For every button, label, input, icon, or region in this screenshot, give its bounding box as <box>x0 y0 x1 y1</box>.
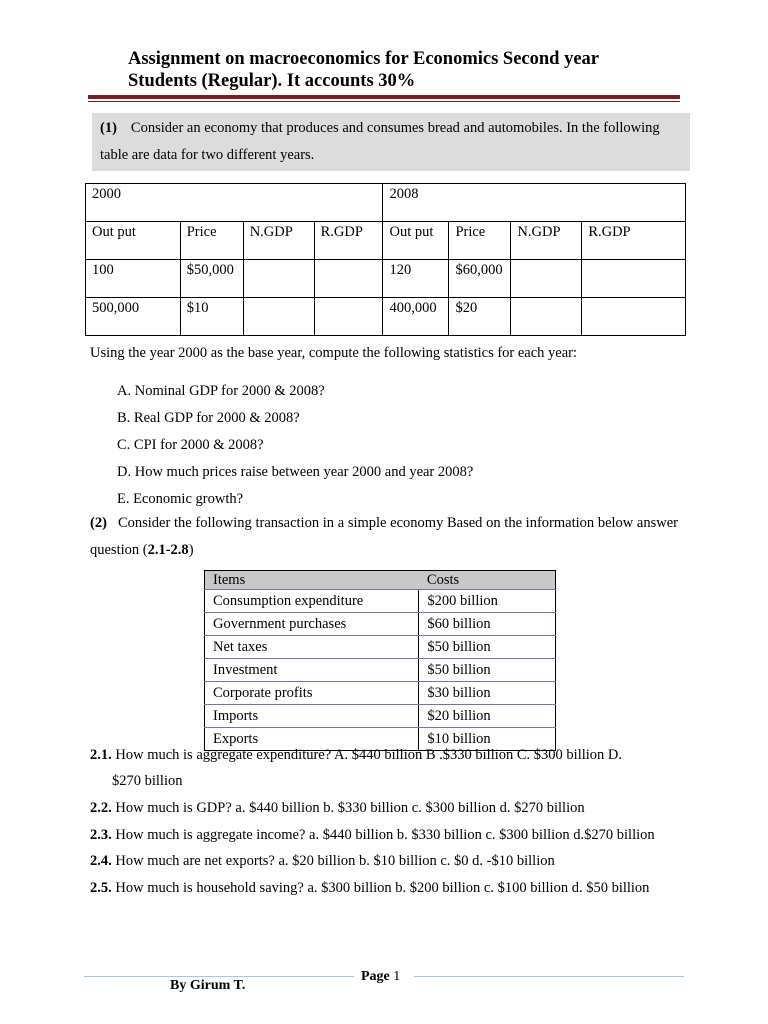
table-cell: Consumption expenditure <box>205 590 419 613</box>
question-2-2-number: 2.2. <box>90 800 112 816</box>
question-2-intro <box>90 510 678 564</box>
question-1-number: (1) <box>100 120 117 136</box>
table-cell: $200 billion <box>419 590 556 613</box>
table-cell: 500,000 <box>86 298 181 336</box>
question-2-range: 2.1-2.8 <box>147 542 189 558</box>
transactions-table <box>204 570 556 751</box>
table-cell: $10 billion <box>419 728 556 751</box>
table-cell: 400,000 <box>383 298 449 336</box>
question-2-2-text: How much is GDP? a. $440 billion b. $330 billion c. $300 billion d. $270 billion <box>111 800 585 816</box>
table-row <box>205 613 556 636</box>
column-header: Price <box>180 222 243 260</box>
table-cell: Investment <box>205 659 419 682</box>
table-cell: 100 <box>86 260 181 298</box>
column-header: Out put <box>383 222 449 260</box>
question-2-3-number: 2.3. <box>90 827 112 843</box>
question-1-intro <box>92 113 690 171</box>
footer-author: By Girum T. <box>170 978 246 993</box>
title-line-1: Assignment on macroeconomics for Economics Second year <box>128 49 600 69</box>
page-number-value: 1 <box>393 969 401 984</box>
column-header: R.GDP <box>582 222 686 260</box>
page-label: Page <box>361 969 390 984</box>
table-cell <box>314 260 383 298</box>
page-title <box>128 48 688 92</box>
table-row <box>86 298 686 336</box>
question-2-5 <box>90 879 649 897</box>
question-1-item-a: A. Nominal GDP for 2000 & 2008? <box>117 383 325 399</box>
year-2000-header: 2000 <box>86 184 383 222</box>
question-1-item-b: B. Real GDP for 2000 & 2008? <box>117 410 300 426</box>
table-cell <box>511 260 582 298</box>
table-row <box>205 705 556 728</box>
column-header: Costs <box>419 571 556 590</box>
table-cell: $20 <box>449 298 511 336</box>
column-header: N.GDP <box>243 222 314 260</box>
table-cell: Government purchases <box>205 613 419 636</box>
question-2-3-text: How much is aggregate income? a. $440 billion b. $330 billion c. $300 billion d.$270 billion <box>111 827 655 843</box>
table-row <box>205 682 556 705</box>
table-cell: Imports <box>205 705 419 728</box>
table-cell <box>314 298 383 336</box>
question-2-close: ) <box>188 542 194 558</box>
table-row <box>86 184 686 222</box>
table-cell: $60 billion <box>419 613 556 636</box>
table-cell: Net taxes <box>205 636 419 659</box>
column-header: Price <box>449 222 511 260</box>
question-2-4 <box>90 852 555 870</box>
question-2-2 <box>90 799 585 817</box>
question-2-number: (2) <box>90 515 107 531</box>
page-number <box>361 969 400 985</box>
question-2-4-number: 2.4. <box>90 853 112 869</box>
question-2-text: Consider the following transaction in a simple economy Based on the information below answer question ( <box>90 515 679 558</box>
question-2-5-number: 2.5. <box>90 880 112 896</box>
table-cell: $50 billion <box>419 636 556 659</box>
table-cell: $60,000 <box>449 260 511 298</box>
table-cell: 120 <box>383 260 449 298</box>
title-line-2: Students (Regular). It accounts 30% <box>128 71 416 91</box>
question-1-item-c: C. CPI for 2000 & 2008? <box>117 437 264 453</box>
question-1-instruction: Using the year 2000 as the base year, compute the following statistics for each year: <box>90 345 578 361</box>
table-cell: $20 billion <box>419 705 556 728</box>
table-cell: $10 <box>180 298 243 336</box>
table-cell <box>582 260 686 298</box>
table-cell <box>243 298 314 336</box>
question-2-1 <box>90 746 622 764</box>
table-header-row <box>86 222 686 260</box>
table-row <box>205 636 556 659</box>
table-cell: Corporate profits <box>205 682 419 705</box>
table-cell: Exports <box>205 728 419 751</box>
footer-rule-left <box>84 976 354 977</box>
table-cell: $50 billion <box>419 659 556 682</box>
header-rule-thin <box>88 101 680 102</box>
question-2-1-number: 2.1. <box>90 747 112 763</box>
question-1-item-e: E. Economic growth? <box>117 491 244 507</box>
footer-rule-right <box>414 976 684 977</box>
table-row <box>205 659 556 682</box>
table-row <box>86 260 686 298</box>
question-2-5-text: How much is household saving? a. $300 billion b. $200 billion c. $100 billion d. $50 billion <box>111 880 650 896</box>
table-row <box>205 590 556 613</box>
header-rule-thick <box>88 95 680 99</box>
year-2008-header: 2008 <box>383 184 686 222</box>
question-2-3 <box>90 826 655 844</box>
table-cell <box>511 298 582 336</box>
table-header-row <box>205 571 556 590</box>
column-header: Items <box>205 571 419 590</box>
question-1-text: Consider an economy that produces and consumes bread and automobiles. In the following table are data for two different years. <box>100 120 660 163</box>
gdp-data-table <box>85 183 686 336</box>
table-cell: $30 billion <box>419 682 556 705</box>
question-2-4-text: How much are net exports? a. $20 billion b. $10 billion c. $0 d. -$10 billion <box>111 853 555 869</box>
table-cell <box>582 298 686 336</box>
question-2-1-continued: $270 billion <box>112 773 183 789</box>
question-1-item-d: D. How much prices raise between year 2000 and year 2008? <box>117 464 474 480</box>
table-cell <box>243 260 314 298</box>
column-header: Out put <box>86 222 181 260</box>
table-cell: $50,000 <box>180 260 243 298</box>
column-header: R.GDP <box>314 222 383 260</box>
column-header: N.GDP <box>511 222 582 260</box>
question-2-1-text: How much is aggregate expenditure? A. $440 billion B .$330 billion C. $300 billion D. <box>111 747 623 763</box>
